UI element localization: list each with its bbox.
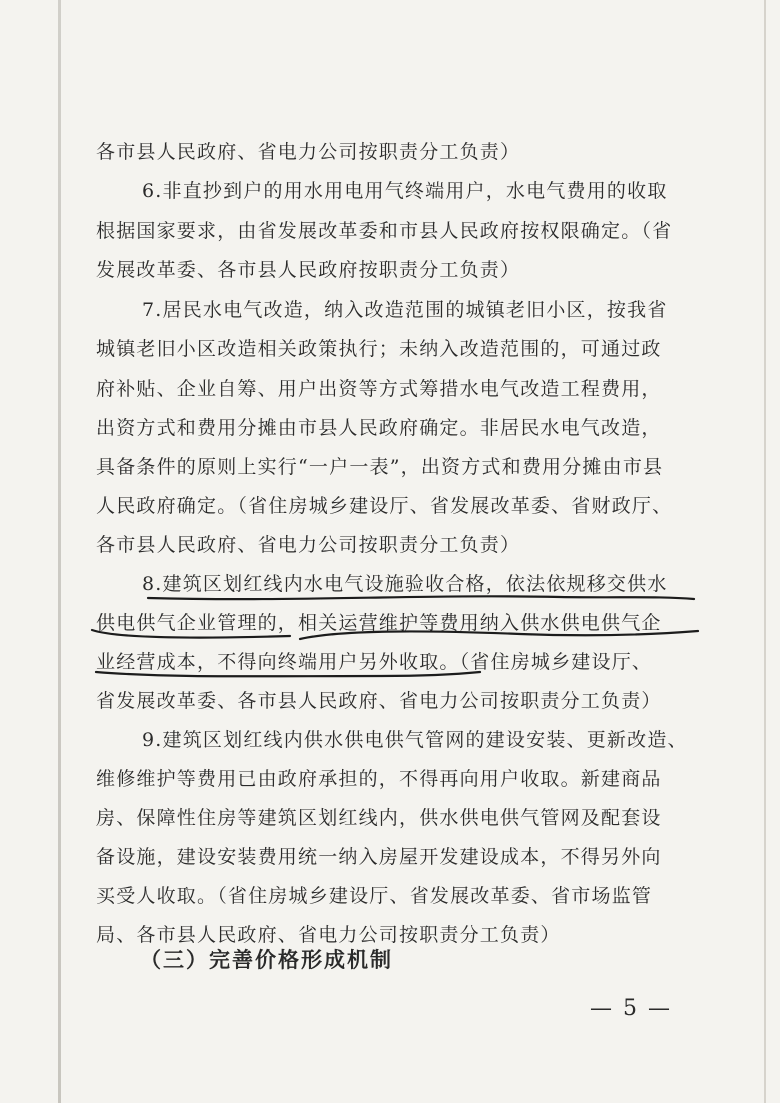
page-number: — 5 — <box>590 996 672 1021</box>
text-line: 各市县人民政府、省电力公司按职责分工负责） <box>96 141 521 163</box>
text-line: 具备条件的原则上实行“一户一表”，出资方式和费用分摊由市县 <box>96 456 664 478</box>
text-line: 根据国家要求，由省发展改革委和市县人民政府按权限确定。（省 <box>96 220 673 242</box>
text-line: 人民政府确定。（省住房城乡建设厅、省发展改革委、省财政厅、 <box>96 495 673 517</box>
text-line: 省发展改革委、各市县人民政府、省电力公司按职责分工负责） <box>96 690 662 712</box>
text-line: 局、各市县人民政府、省电力公司按职责分工负责） <box>96 924 561 946</box>
text-line: 出资方式和费用分摊由市县人民政府确定。非居民水电气改造， <box>96 417 662 439</box>
paragraph-9-start: 9.建筑区划红线内供水供电供气管网的建设安装、更新改造、 <box>142 729 688 751</box>
text-line: 供电供气企业管理的，相关运营维护等费用纳入供水供电供气企 <box>96 612 662 634</box>
text-line: 房、保障性住房等建筑区划红线内，供水供电供气管网及配套设 <box>96 807 662 829</box>
text-line: 业经营成本，不得向终端用户另外收取。（省住房城乡建设厅、 <box>96 651 653 673</box>
text-line: 府补贴、企业自筹、用户出资等方式筹措水电气改造工程费用， <box>96 378 662 400</box>
section-heading: （三）完善价格形成机制 <box>140 947 393 972</box>
text-line: 发展改革委、各市县人民政府按职责分工负责） <box>96 259 521 281</box>
binding-edge <box>58 0 61 1103</box>
text-line: 备设施，建设安装费用统一纳入房屋开发建设成本，不得另外向 <box>96 846 662 868</box>
text-line: 买受人收取。（省住房城乡建设厅、省发展改革委、省市场监管 <box>96 885 653 907</box>
paragraph-8-start: 8.建筑区划红线内水电气设施验收合格，依法依规移交供水 <box>142 573 668 595</box>
text-line: 维修维护等费用已由政府承担的，不得再向用户收取。新建商品 <box>96 768 662 790</box>
text-line: 城镇老旧小区改造相关政策执行；未纳入改造范围的，可通过政 <box>96 338 662 360</box>
paragraph-6-start: 6.非直抄到户的用水用电用气终端用户，水电气费用的收取 <box>142 180 668 202</box>
paragraph-7-start: 7.居民水电气改造，纳入改造范围的城镇老旧小区，按我省 <box>142 299 668 321</box>
text-line: 各市县人民政府、省电力公司按职责分工负责） <box>96 534 521 556</box>
page-edge <box>764 0 766 1103</box>
underline-stroke-1 <box>148 596 694 599</box>
